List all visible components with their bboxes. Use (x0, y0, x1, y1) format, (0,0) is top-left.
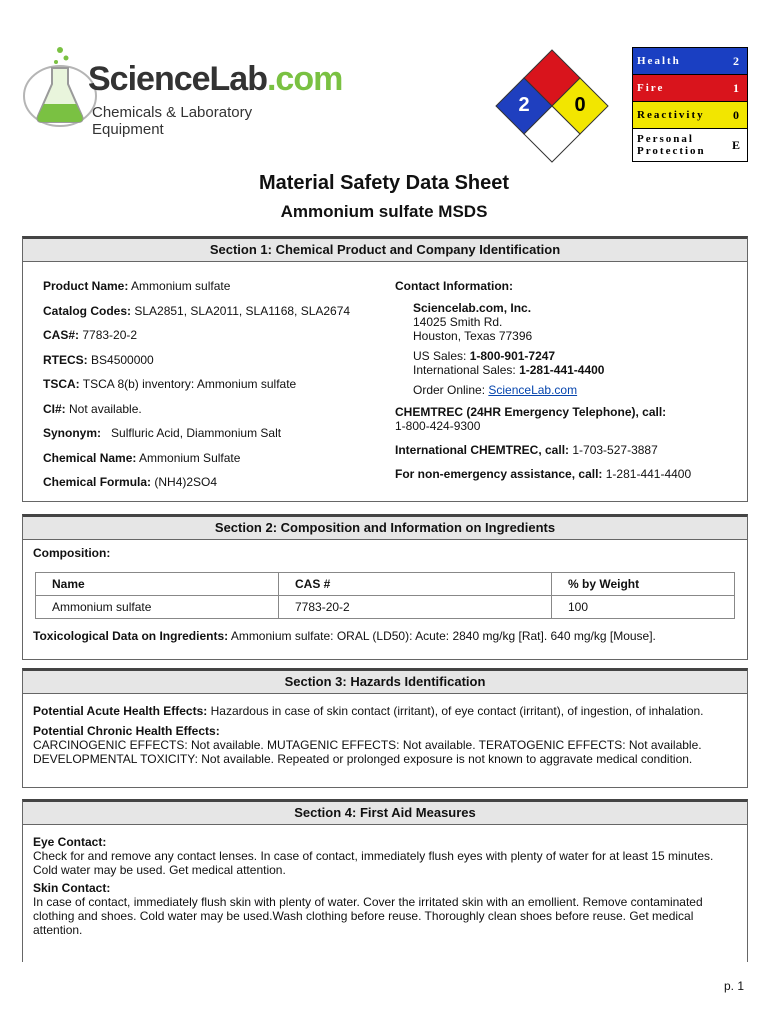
section-1-heading: Section 1: Chemical Product and Company Identification (23, 239, 747, 262)
hmis-protection-row: Personal Protection E (633, 129, 747, 161)
tsca-line: TSCA: TSCA 8(b) inventory: Ammonium sulfate (43, 377, 297, 391)
hmis-fire-row: Fire 1 (633, 75, 747, 102)
hmis-rating-box (632, 47, 748, 162)
document-subtitle: Ammonium sulfate MSDS (280, 202, 488, 221)
order-online-link[interactable]: ScienceLab.com (488, 383, 578, 397)
chronic-line-2: DEVELOPMENTAL TOXICITY: Not available. Repeated or prolonged exposure is not known to aggravate medical condition. (33, 752, 693, 766)
toxicological-data: Toxicological Data on Ingredients: Ammonium sulfate: ORAL (LD50): Acute: 2840 mg/kg [Rat]. 640 mg/kg [Mouse]. (33, 629, 656, 643)
nfpa-health-value: 2 (518, 94, 530, 116)
cas-line: CAS#: 7783-20-2 (43, 328, 138, 342)
section-2: Section 2: Composition and Information on Ingredients Composition: Name CAS # % by Weight Ammonium sulfate 7783-20-2 100 Toxicological Data on Ingredients: Ammonium sulfate: ORAL (LD50): Acute: 2840 mg/kg [Rat]. 640 mg/kg [Mouse]. (22, 514, 748, 660)
synonym-line: Synonym: Sulfluric Acid, Diammonium Salt (43, 426, 282, 440)
brand-name: ScienceLab.com (88, 60, 343, 98)
nfpa-fire-value: 0 (574, 94, 586, 116)
composition-table (35, 572, 735, 619)
brand-tagline: Chemicals & Laboratory Equipment (92, 104, 253, 138)
chemical-name-line: Chemical Name: Ammonium Sulfate (43, 450, 241, 465)
chemical-formula-line: Chemical Formula: (NH4)2SO4 (43, 475, 218, 489)
nfpa-diamond (490, 48, 614, 166)
sciencelab-logo (20, 44, 343, 138)
table-header-row: Name CAS # % by Weight (36, 573, 735, 596)
table-row: Ammonium sulfate 7783-20-2 100 (36, 596, 735, 619)
acute-effects: Potential Acute Health Effects: Hazardous in case of skin contact (irritant), of eye contact (irritant), of ingestion, of inhalation. (33, 704, 704, 718)
product-info (43, 279, 393, 500)
product-name-line: Product Name: Ammonium sulfate (43, 279, 231, 293)
hmis-reactivity-row: Reactivity 0 (633, 102, 747, 129)
document-title: Material Safety Data Sheet (258, 172, 510, 194)
hmis-health-row: Health 2 (633, 48, 747, 75)
section-1 (22, 236, 748, 502)
rtecs-line: RTECS: BS4500000 (43, 352, 154, 367)
section-3: Section 3: Hazards Identification Potential Acute Health Effects: Hazardous in case of skin contact (irritant), of eye contact (irritant), of ingestion, of inhalation. Potential Chronic Health Effects: CARCINOGENIC EFFECTS: Not available. MUTAGENIC EFFECTS: Not available. TERATOGENIC EFFECTS: Not available. DEVELOPMENTAL TOXICITY: Not available. Repeated or prolonged exposure is not known to aggravate medical condition. (22, 668, 748, 788)
section-4: Section 4: First Aid Measures Eye Contact: Check for and remove any contact lenses. In case of contact, immediately flush eyes with plenty of water for at least 15 minutes. Cold water may be used. Get medical attention. Skin Contact: In case of contact, immediately flush skin with plenty of water. Cover the irritated skin with an emollient. Remove contaminated clothing and shoes. Cold water may be used.Wash clothing before reuse. Thoroughly clean shoes before reuse. Get medical attention. (22, 799, 748, 962)
skin-contact-text: In case of contact, immediately flush skin with plenty of water. Cover the irritated skin with an emollient. Remove contaminated clothing and shoes. Cold water may be used.Wash clothing before reuse. Thoroughly clean shoes before reuse. Get medical attention. (33, 895, 703, 937)
catalog-codes-line: Catalog Codes: SLA2851, SLA2011, SLA1168, SLA2674 (43, 303, 351, 318)
contact-info: Contact Information: Sciencelab.com, Inc. 14025 Smith Rd. Houston, Texas 77396 US Sales: 1-800-901-7247 International Sales: 1-281-441-4400 Order Online: ScienceLab.com CHEMTREC (24HR Emergency Telephone), call: 1-800-424-9300 International CHEMTREC, call: 1-703-527-3887 For non-emergency assistance, call: 1-281-441-4400 (395, 279, 692, 481)
section-4-heading: Section 4: First Aid Measures (23, 802, 747, 825)
page-number: p. 1 (723, 979, 744, 993)
ci-line: CI#: Not available. (43, 401, 142, 416)
section-2-heading: Section 2: Composition and Information on Ingredients (23, 517, 747, 540)
section-3-heading: Section 3: Hazards Identification (23, 671, 747, 694)
eye-contact-text: Check for and remove any contact lenses. In case of contact, immediately flush eyes with plenty of water for at least 15 minutes. Cold water may be used. Get medical attention. (33, 849, 714, 877)
chronic-line-1: CARCINOGENIC EFFECTS: Not available. MUTAGENIC EFFECTS: Not available. TERATOGENIC EFFECTS: Not available. (33, 738, 702, 752)
